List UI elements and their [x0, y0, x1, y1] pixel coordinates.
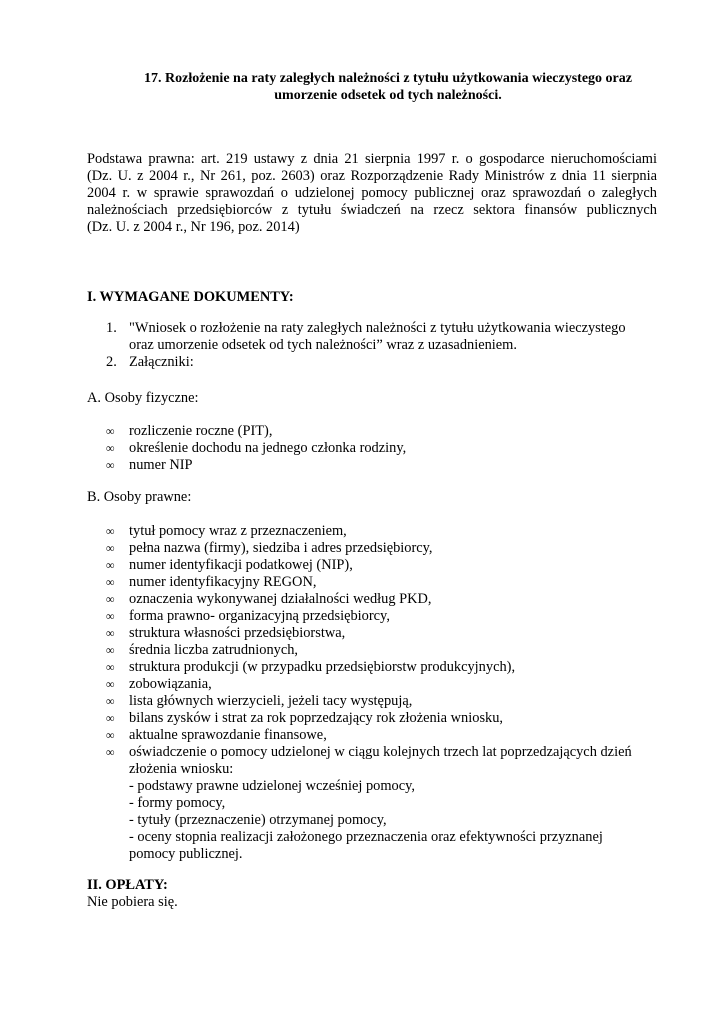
list-item: ∞ określenie dochodu na jednego członka rodziny, — [106, 440, 407, 456]
bullet-icon: ∞ — [106, 626, 115, 640]
sub-item: - tytuły (przeznaczenie) otrzymanej pomocy, — [129, 812, 387, 828]
bullet-icon: ∞ — [106, 524, 115, 538]
numbered-item — [106, 354, 658, 371]
bullet-icon: ∞ — [106, 424, 115, 438]
item-text: "Wniosek o rozłożenie na raty zaległych należności z tytułu użytkowania wieczystego — [129, 320, 626, 336]
bullet-icon: ∞ — [106, 609, 115, 623]
sub-item: - podstawy prawne udzielonej wcześniej pomocy, — [129, 778, 415, 794]
bullet-icon: ∞ — [106, 558, 115, 572]
sub-item: pomocy publicznej. — [129, 846, 243, 862]
legal-line: należnościach przedsiębiorców z tytułu świadczeń na rzecz sektora finansów publicznych — [87, 202, 657, 218]
bullet-icon: ∞ — [106, 745, 115, 759]
item-text: oświadczenie o pomocy udzielonej w ciągu kolejnych trzech lat poprzedzających dzień — [129, 744, 632, 760]
document-title — [128, 70, 648, 104]
list-item: ∞ numer identyfikacyjny REGON, — [106, 574, 317, 590]
item-number: 2. — [106, 354, 117, 370]
bullet-icon: ∞ — [106, 643, 115, 657]
section-heading-required-documents: I. WYMAGANE DOKUMENTY: — [87, 289, 294, 305]
list-item: ∞ rozliczenie roczne (PIT), — [106, 423, 273, 439]
legal-basis — [87, 151, 657, 236]
bullet-icon: ∞ — [106, 677, 115, 691]
numbered-list — [106, 320, 658, 371]
group-b-label: B. Osoby prawne: — [87, 489, 192, 505]
item-text: oraz umorzenie odsetek od tych należności” wraz z uzasadnieniem. — [129, 337, 517, 353]
bullet-icon: ∞ — [106, 711, 115, 725]
legal-line: Podstawa prawna: art. 219 ustawy z dnia 21 sierpnia 1997 r. o gospodarce nieruchomościami — [87, 151, 657, 167]
list-item: ∞ struktura produkcji (w przypadku przedsiębiorstw produkcyjnych), — [106, 659, 516, 675]
bullet-icon: ∞ — [106, 592, 115, 606]
list-item: ∞ pełna nazwa (firmy), siedziba i adres przedsiębiorcy, — [106, 540, 433, 556]
bullet-icon: ∞ — [106, 694, 115, 708]
list-item: ∞ bilans zysków i strat za rok poprzedzający rok złożenia wniosku, — [106, 710, 504, 726]
bullet-icon: ∞ — [106, 458, 115, 472]
legal-line: 2004 r. w sprawie sprawozdań o udzielonej pomocy publicznej oraz sprawozdań o zaległych — [87, 185, 657, 201]
list-item: ∞ numer NIP — [106, 457, 193, 473]
list-item: ∞ średnia liczba zatrudnionych, — [106, 642, 299, 658]
section-heading-fees: II. OPŁATY: — [87, 877, 168, 893]
legal-line: (Dz. U. z 2004 r., Nr 261, poz. 2603) oraz Rozporządzenie Rady Ministrów z dnia 11 sierpnia — [87, 168, 657, 184]
sub-item: - formy pomocy, — [129, 795, 226, 811]
bullet-icon: ∞ — [106, 660, 115, 674]
list-item: ∞ lista głównych wierzycieli, jeżeli tacy występują, — [106, 693, 413, 709]
list-item: ∞ struktura własności przedsiębiorstwa, — [106, 625, 346, 641]
item-number: 1. — [106, 320, 117, 336]
bullet-icon: ∞ — [106, 541, 115, 555]
bullet-icon: ∞ — [106, 575, 115, 589]
list-item — [106, 744, 658, 863]
bullet-icon: ∞ — [106, 441, 115, 455]
numbered-item — [106, 320, 658, 354]
list-item: ∞ forma prawno- organizacyjną przedsiębiorcy, — [106, 608, 390, 624]
sub-item: - oceny stopnia realizacji założonego przeznaczenia oraz efektywności przyznanej — [129, 829, 603, 845]
item-text: Załączniki: — [129, 354, 194, 370]
fees-text: Nie pobiera się. — [87, 894, 178, 910]
group-a-label: A. Osoby fizyczne: — [87, 390, 199, 406]
group-a-list — [106, 423, 406, 474]
list-item: ∞ oznaczenia wykonywanej działalności według PKD, — [106, 591, 432, 607]
list-item: ∞ tytuł pomocy wraz z przeznaczeniem, — [106, 523, 347, 539]
group-b-list — [106, 523, 658, 863]
list-item: ∞ zobowiązania, — [106, 676, 212, 692]
title-line: 17. Rozłożenie na raty zaległych należności z tytułu użytkowania wieczystego oraz — [144, 71, 632, 86]
title-line: umorzenie odsetek od tych należności. — [274, 88, 502, 103]
list-item: ∞ numer identyfikacji podatkowej (NIP), — [106, 557, 353, 573]
bullet-icon: ∞ — [106, 728, 115, 742]
list-item: ∞ aktualne sprawozdanie finansowe, — [106, 727, 327, 743]
legal-line: (Dz. U. z 2004 r., Nr 196, poz. 2014) — [87, 219, 300, 235]
item-text: złożenia wniosku: — [129, 761, 234, 777]
